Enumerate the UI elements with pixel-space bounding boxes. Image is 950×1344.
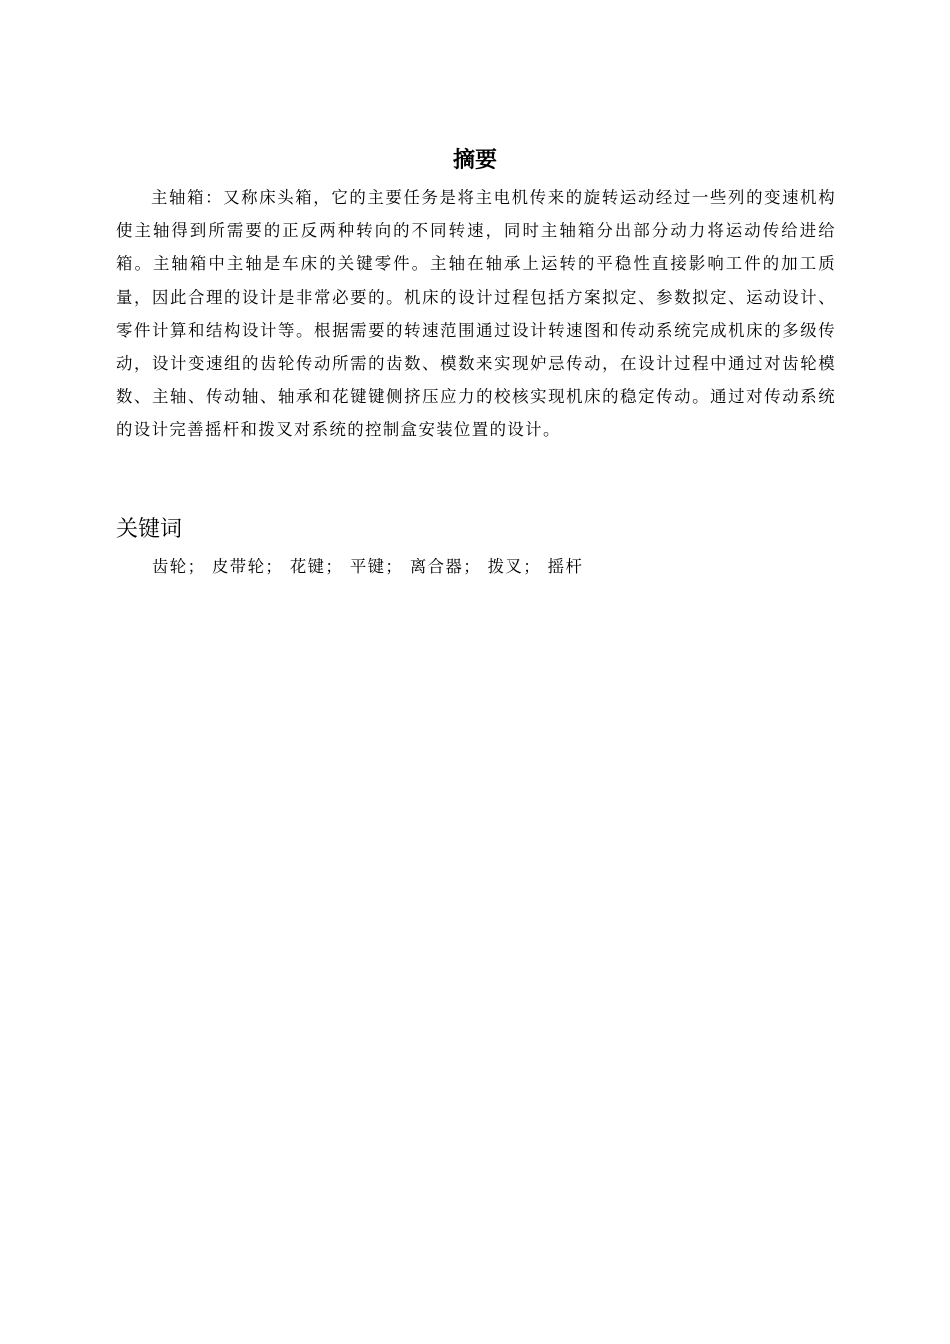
keyword-item: 花键 [289,557,326,576]
keyword-item: 离合器 [409,557,464,576]
keyword-item: 摇杆 [547,557,584,576]
keyword-item: 齿轮 [152,557,188,576]
keyword-separator: ； [187,557,206,576]
keyword-item: 拨叉 [487,557,524,576]
keyword-separator: ； [325,557,344,576]
keyword-separator: ； [385,557,404,576]
keyword-separator: ； [523,557,542,576]
keyword-item: 皮带轮 [212,557,266,576]
keyword-item: 平键 [349,557,386,576]
keyword-separator: ； [463,557,482,576]
abstract-paragraph: 主轴箱：又称床头箱，它的主要任务是将主电机传来的旋转运动经过一些列的变速机构使主轴得到所需要的正反两种转向的不同转速，同时主轴箱分出部分动力将运动传给进给箱。主轴箱中主轴是车床的关键零件。主轴在轴承上运转的平稳性直接影响工件的加工质量，因此合理的设计是非常必要的。机床的设计过程包括方案拟定、参数拟定、运动设计、零件计算和结构设计等。根据需要的转速范围通过设计转速图和传动系统完成机床的多级传动，设计变速组的齿轮传动所需的齿数、模数来实现妒忌传动，在设计过程中通过对齿轮模数、主轴、传动轴、轴承和花键键侧挤压应力的校核实现机床的稳定传动。通过对传动系统的设计完善摇杆和拨叉对系统的控制盒安装位置的设计。 [116,188,836,440]
keywords-heading: 关键词 [116,517,183,542]
abstract-title: 摘要 [452,148,497,173]
keyword-separator: ； [265,557,284,576]
keywords-list [152,552,583,582]
